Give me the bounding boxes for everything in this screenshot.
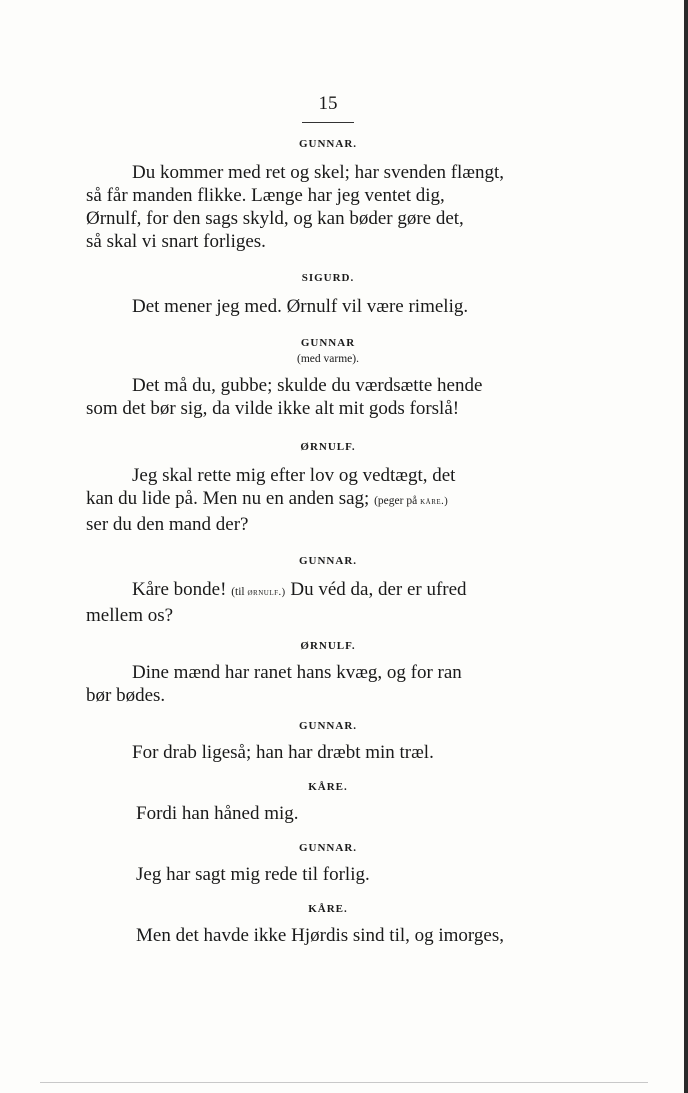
speech xyxy=(86,374,570,420)
stage-direction: (med varme). xyxy=(297,353,359,365)
speech-line: Det må du, gubbe; skulde du værdsætte hende xyxy=(132,375,483,396)
speech xyxy=(86,661,570,707)
speech-line: Jeg har sagt mig rede til forlig. xyxy=(136,864,370,885)
speaker-heading: GUNNAR xyxy=(300,337,356,349)
speech-line: Ørnulf, for den sags skyld, og kan bøder gøre det, xyxy=(86,208,464,229)
speech-line: bør bødes. xyxy=(86,685,166,706)
page-number-rule xyxy=(302,122,354,123)
speech xyxy=(86,924,570,947)
speech-line: som det bør sig, da vilde ikke alt mit gods forslå! xyxy=(86,398,460,419)
page-number: 15 xyxy=(318,93,338,114)
speech-line: så får manden flikke. Længe har jeg ventet dig, xyxy=(86,185,445,206)
speaker-heading: KÅRE. xyxy=(308,903,348,915)
speaker-heading: ØRNULF. xyxy=(300,640,356,652)
speaker-heading: GUNNAR. xyxy=(298,720,358,732)
speech xyxy=(86,863,570,886)
page-bottom-line xyxy=(40,1082,648,1083)
speaker-heading: GUNNAR. xyxy=(298,842,358,854)
speech xyxy=(86,741,570,764)
speech xyxy=(86,161,570,253)
speech-line: Det mener jeg med. Ørnulf vil være rimelig. xyxy=(132,296,469,317)
speech-line: Du kommer med ret og skel; har svenden flængt, xyxy=(132,162,505,183)
speech-line: For drab ligeså; han har dræbt min træl. xyxy=(132,742,434,763)
speech-line: Men det havde ikke Hjørdis sind til, og imorges, xyxy=(136,925,504,946)
speech-line: ser du den mand der? xyxy=(86,514,249,535)
inline-stage-direction: (peger på kåre.) xyxy=(374,495,449,507)
page-edge-shadow xyxy=(684,0,688,1093)
speech-line: Dine mænd har ranet hans kvæg, og for ran xyxy=(132,662,462,683)
inline-stage-direction: (til ørnulf.) xyxy=(231,586,286,598)
speech-text: kan du lide på. Men nu en anden sag; xyxy=(86,488,370,509)
page-content xyxy=(86,92,570,947)
speech xyxy=(86,295,570,318)
speaker-heading: GUNNAR. xyxy=(298,138,358,150)
speech xyxy=(86,802,570,825)
speech-line: mellem os? xyxy=(86,605,174,626)
speech-line-with-direction xyxy=(86,487,570,513)
speech-text: Kåre bonde! xyxy=(132,579,227,600)
speaker-heading: GUNNAR. xyxy=(298,555,358,567)
speech-line-with-direction xyxy=(86,578,570,604)
speech xyxy=(86,578,570,627)
speaker-heading: ØRNULF. xyxy=(300,441,356,453)
speaker-heading: SIGURD. xyxy=(301,272,355,284)
speech-text: Du véd da, der er ufred xyxy=(290,579,467,600)
speaker-heading: KÅRE. xyxy=(308,781,348,793)
speech-line: så skal vi snart forliges. xyxy=(86,231,266,252)
speech-line: Jeg skal rette mig efter lov og vedtægt, det xyxy=(132,465,456,486)
speech-line: Fordi han håned mig. xyxy=(136,803,299,824)
speech xyxy=(86,464,570,536)
